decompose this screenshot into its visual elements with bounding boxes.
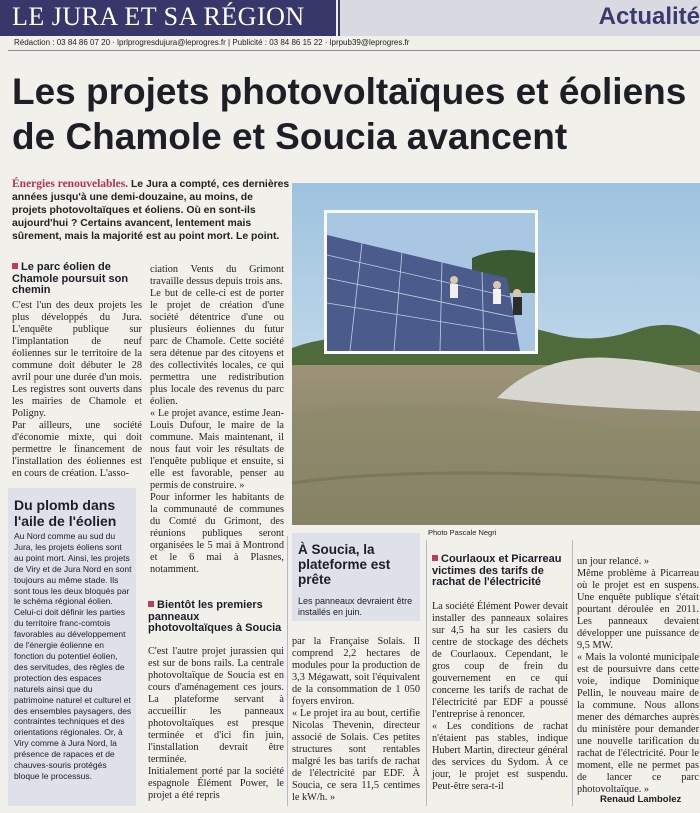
bullet-square-icon xyxy=(12,263,18,269)
paragraph: ciation Vents du Grimont travaille dessus depuis trois ans. xyxy=(150,264,284,287)
chapeau-text: Le Jura a compté, ces dernières années jusqu'à une demi-douzaine, au moins, de projets photovoltaïques et éoliens. Où en sont-ils aujourd'hui ? Certains avancent, lentement mais sûrement, mais la majorité est au point mort. Le point. xyxy=(12,179,290,242)
column-rule xyxy=(287,536,288,806)
section-3-continued xyxy=(577,556,699,796)
paragraph: La société Élément Power devait installer des panneaux solaires sur 4,5 ha sur les casiers du centre de stockage des déchets de Courlaoux. Cependant, le gros coup de frein du gouvernement en ce qui concerne les tarifs de rachat de l'électricité par EDF a poussé l'entreprise à renoncer. xyxy=(432,601,568,720)
chapeau xyxy=(12,178,290,243)
paragraph: Par ailleurs, une société d'économie mixte, qui doit permettre le financement de l'installation des éoliennes est en cours de création. L'asso- xyxy=(12,420,142,479)
paragraph: « Les conditions de rachat n'étaient pas stables, indique Hubert Martin, directeur général des services du Sydom. À ce jour, le projet est suspendu. Peut-être sera-t-il xyxy=(432,721,568,792)
soucia-box-text: Les panneaux devraient être installés en juin. xyxy=(298,596,413,617)
section-2-continued xyxy=(292,636,420,804)
sidebar-text: Au Nord comme au sud du Jura, les projets éoliens sont au point mort. Ainsi, les projets de Viry et de Jura Nord en sont toujours au même stade. Ils sont tous les deux bloqués par le schéma régional éolien. Celui-ci doit définir les parties du territoire franc-comtois favorables au développement de l'énergie éolienne en fonction du potentiel éolien, des servitudes, des règles de protection des espaces naturels ainsi que du patrimoine naturel et culturel et des ensembles paysagers, des contraintes techniques et des orientations régionales. Or, à Viry comme à Jura Nord, la présence de rapaces et de chauves-souris protégés bloque le processus. xyxy=(14,531,132,781)
section-3-body xyxy=(432,601,568,793)
section-2-title: Bientôt les premiers panneaux photovoltaïques à Soucia xyxy=(148,599,282,634)
paragraph: Même problème à Picarreau où le projet est en suspens. Une enquête publique s'était pourtant déroulée en 2011. Les panneaux devaient développer une puissance de 9,5 MW. xyxy=(577,568,699,651)
author-signature: Renaud Lambolez xyxy=(600,794,682,805)
paragraph: « Le projet avance, estime Jean-Louis Dufour, le maire de la commune. Mais maintenant, il nous faut voir les résultats de l'enquête publique et ensuite, si elle est favorable, penser au permis de construire. » xyxy=(150,408,284,491)
category-banner xyxy=(340,0,700,36)
photo-solar-platform xyxy=(292,183,700,525)
paragraph: un jour relancé. » xyxy=(577,556,650,567)
bullet-square-icon xyxy=(148,601,154,607)
headline-line-1: Les projets photovoltaïques et éoliens xyxy=(12,71,687,112)
paragraph: par la Française Solais. Il comprend 2,2 hectares de modules pour la production de 3,3 Mégawatt, soit l'équivalent de la consommation de 1 050 foyers environ. xyxy=(292,636,420,707)
header-rule xyxy=(8,50,700,51)
paragraph: Le but de celle-ci est de porter le projet de création d'une société détentrice d'une ou plusieurs éoliennes du futur parc de Chamole. Cette société sera détenue par des citoyens et des collectivités locales, ce qui permettra une redistribution plus locale des revenus du parc éolien. xyxy=(150,288,284,407)
contact-line: Rédaction : 03 84 86 07 20 · lprlprogresdujura@leprogres.fr | Publicité : 03 84 86 15 22 · lprpub39@leprogres.fr xyxy=(14,38,410,47)
sidebar-title: Du plomb dans l'aile de l'éolien xyxy=(14,497,117,529)
paragraph: « Le projet ira au bout, certifie Nicolas Thevenin, directeur associé de Solais. Ces petites structures sont rentables malgré les bas tarifs de rachat de l'électricité par EDF. À Soucia, ce sera 11,5 centimes le kW/h. » xyxy=(292,708,420,803)
column-rule xyxy=(426,540,427,806)
headline-line-2: de Chamole et Soucia avancent xyxy=(12,116,568,157)
section-2-body xyxy=(148,646,284,802)
section-3-title: Courlaoux et Picarreau victimes des tarifs de rachat de l'électricité xyxy=(432,553,562,588)
column-rule xyxy=(572,540,573,806)
photo-credit: Photo Pascale Negri xyxy=(428,528,497,537)
section-title: LE JURA ET SA RÉGION xyxy=(12,2,305,31)
section-1-body xyxy=(12,300,142,480)
soucia-box-title: À Soucia, la plateforme est prête xyxy=(298,542,391,587)
section-1-title: Le parc éolien de Chamole poursuit son chemin xyxy=(12,261,129,296)
bullet-square-icon xyxy=(432,555,438,561)
banner-divider xyxy=(336,0,338,36)
paragraph: Initialement porté par la société espagnole Élément Power, le projet a été repris xyxy=(148,766,284,801)
paragraph: C'est l'autre projet jurassien qui est sur de bons rails. La centrale photovoltaïque de Soucia est en cours d'aménagement ces jours. La plateforme servant à accueillir les panneaux photovoltaïques est presque terminée et d'ici fin juin, l'installation devrait être terminée. xyxy=(148,646,284,765)
category-label: Actualité xyxy=(598,3,700,30)
chapeau-rubric: Énergies renouvelables. xyxy=(12,178,129,190)
paragraph: C'est l'un des deux projets les plus développés du Jura. L'enquête publique sur l'implantation de neuf éoliennes sur le territoire de la commune doit débuter le 28 avril pour une durée d'un mois. Les registres sont ouverts dans les mairies de Chamole et Poligny. xyxy=(12,300,142,419)
section-1-continued xyxy=(150,264,284,576)
paragraph: Pour informer les habitants de la communauté de communes du Comté du Grimont, des réunions publiques seront organisées le 5 mai à Montrond et le 6 mai à Plasnes, notamment. xyxy=(150,492,284,575)
paragraph: « Mais la volonté municipale est de poursuivre dans cette voie, indique Dominique Pellin, le nouveau maire de la commune. Nous allons mener des démarches auprès du ministère pour demander une nouvelle tarification du rachat de l'électricité. Pour le moment, elle ne permet pas de lancer ce parc photovoltaïque. » xyxy=(577,652,699,795)
